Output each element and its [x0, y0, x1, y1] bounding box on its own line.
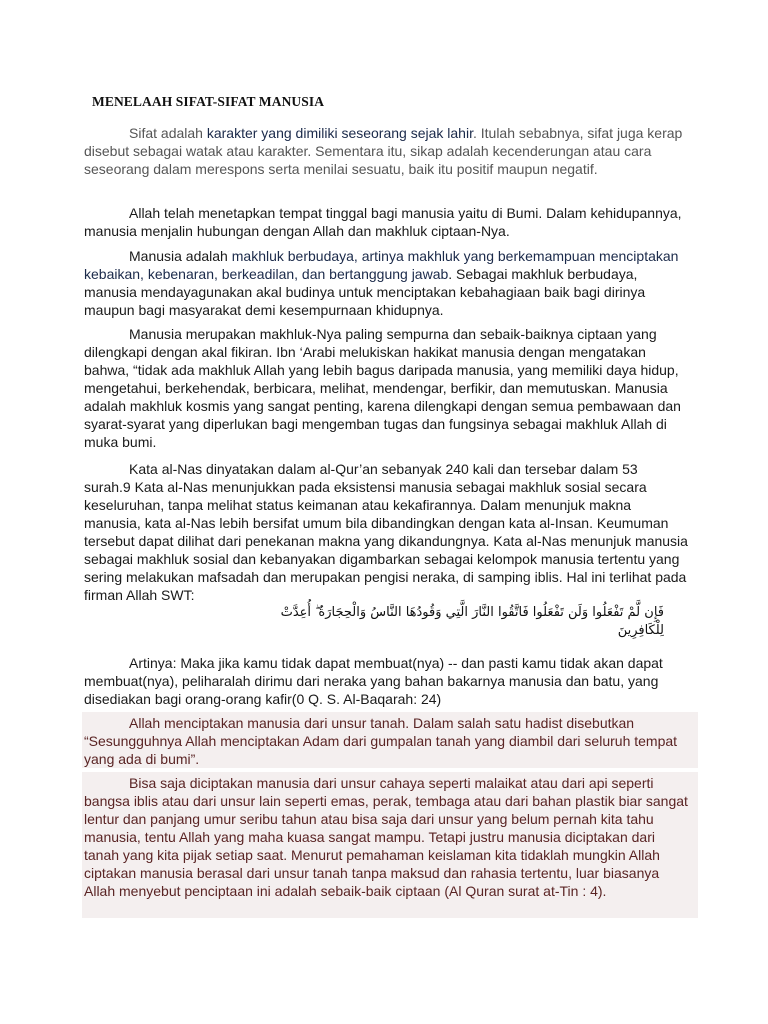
paragraph-sifat-highlight: karakter yang dimiliki seseorang sejak lahir	[206, 125, 473, 141]
paragraph-unsur-tanah: Allah menciptakan manusia dari unsur tanah. Dalam salah satu hadist disebutkan “Sesungguhnya Allah menciptakan Adam dari gumpalan tanah yang diambil dari seluruh tempat yang ada di bumi”.	[84, 715, 678, 767]
paragraph-artinya: Artinya: Maka jika kamu tidak dapat membuat(nya) -- dan pasti kamu tidak akan dapat membuat(nya), peliharalah dirimu dari neraka yang bahan bakarnya manusia dan batu, yang disediakan bagi orang-orang kafir(0 Q. S. Al-Baqarah: 24)	[84, 655, 663, 707]
paragraph-budaya-rest: . Sebagai makhluk berbudaya, manusia mendayagunakan akal budinya untuk menciptakan kebahagiaan baik bagi dirinya maupun bagi masyarakat demi kesempurnaan khidupnya.	[84, 266, 646, 318]
document-title: MENELAAH SIFAT-SIFAT MANUSIA	[92, 94, 325, 109]
paragraph-sifat-rest: . Itulah sebabnya, sifat juga kerap disebut sebagai watak atau karakter. Sementara itu, sikap adalah kecenderungan atau cara seseorang dalam merespons serta menilai sesuatu, baik itu positif maupun negatif.	[84, 125, 683, 177]
paragraph-sebaik-ciptaan: Bisa saja diciptakan manusia dari unsur cahaya seperti malaikat atau dari api seperti bangsa iblis atau dari unsur lain seperti emas, perak, tembaga atau dari bahan plastik biar sangat lentur dan panjang umur seribu tahun atau bisa saja dari unsur yang belum pernah kita tahu manusia, tentu Allah yang maha kuasa sangat mampu. Tetapi justru manusia diciptakan dari tanah yang kita pijak setiap saat. Menurut pemahaman keislaman kita tidaklah mungkin Allah ciptakan manusia berasal dari unsur tanah tanpa maksud dan rahasia tertentu, luar biasanya Allah menyebut penciptaan ini adalah sebaik-baik ciptaan (Al Quran surat at-Tin : 4).	[84, 775, 688, 899]
arabic-verse	[84, 604, 664, 640]
paragraph-sifat-lead: Sifat adalah	[129, 125, 207, 141]
paragraph-hakikat-manusia: Manusia merupakan makhluk-Nya paling sempurna dan sebaik-baiknya ciptaan yang dilengkapi dengan akal fikiran. Ibn ‘Arabi melukiskan hakikat manusia dengan mengatakan bahwa, “tidak ada makhluk Allah yang lebih bagus daripada manusia, yang memiliki daya hidup, mengetahui, berkehendak, berbicara, melihat, mendengar, berfikir, dan memutuskan. Manusia adalah makhluk kosmis yang sangat penting, karena dilengkapi dengan semua pembawaan dan syarat-syarat yang diperlukan bagi mengemban tugas dan fungsinya sebagai makhluk Allah di muka bumi.	[84, 326, 681, 450]
paragraph-budaya-lead: Manusia adalah	[129, 248, 232, 264]
paragraph-al-nas: Kata al-Nas dinyatakan dalam al-Qur’an sebanyak 240 kali dan tersebar dalam 53 surah.9 Kata al-Nas menunjukkan pada eksistensi manusia sebagai makhluk sosial secara keseluruhan, tanpa melihat status keimanan atau kekafirannya. Dalam menunjuk makna manusia, kata al-Nas lebih bersifat umum bila dibandingkan dengan kata al-Insan. Keumuman tersebut dapat dilihat dari penekanan makna yang dikandungnya. Kata al-Nas menunjuk manusia sebagai makhluk sosial dan kebanyakan digambarkan sebagai kelompok manusia tertentu yang sering melakukan mafsadah dan merupakan pengisi neraka, di samping iblis. Hal ini terlihat pada firman Allah SWT:	[84, 461, 688, 603]
paragraph-budaya-highlight: makhluk berbudaya, artinya makhluk yang berkemampuan menciptakan kebaikan, kebenaran, berkeadilan, dan bertanggung jawab	[84, 248, 679, 282]
arabic-verse-line-1: فَإِن لَّمْ تَفْعَلُوا وَلَن تَفْعَلُوا فَاتَّقُوا النَّارَ الَّتِي وَقُودُهَا النَّاسُ وَالْحِجَارَةُ ۖ أُعِدَّتْ	[280, 605, 664, 620]
arabic-verse-line-2: لِلْكَافِرِينَ	[617, 623, 664, 638]
paragraph-makhluk-berbudaya	[84, 247, 688, 319]
paragraph-sifat	[84, 124, 688, 178]
paragraph-tempat-tinggal: Allah telah menetapkan tempat tinggal bagi manusia yaitu di Bumi. Dalam kehidupannya, manusia menjalin hubungan dengan Allah dan makhluk ciptaan-Nya.	[84, 205, 682, 239]
